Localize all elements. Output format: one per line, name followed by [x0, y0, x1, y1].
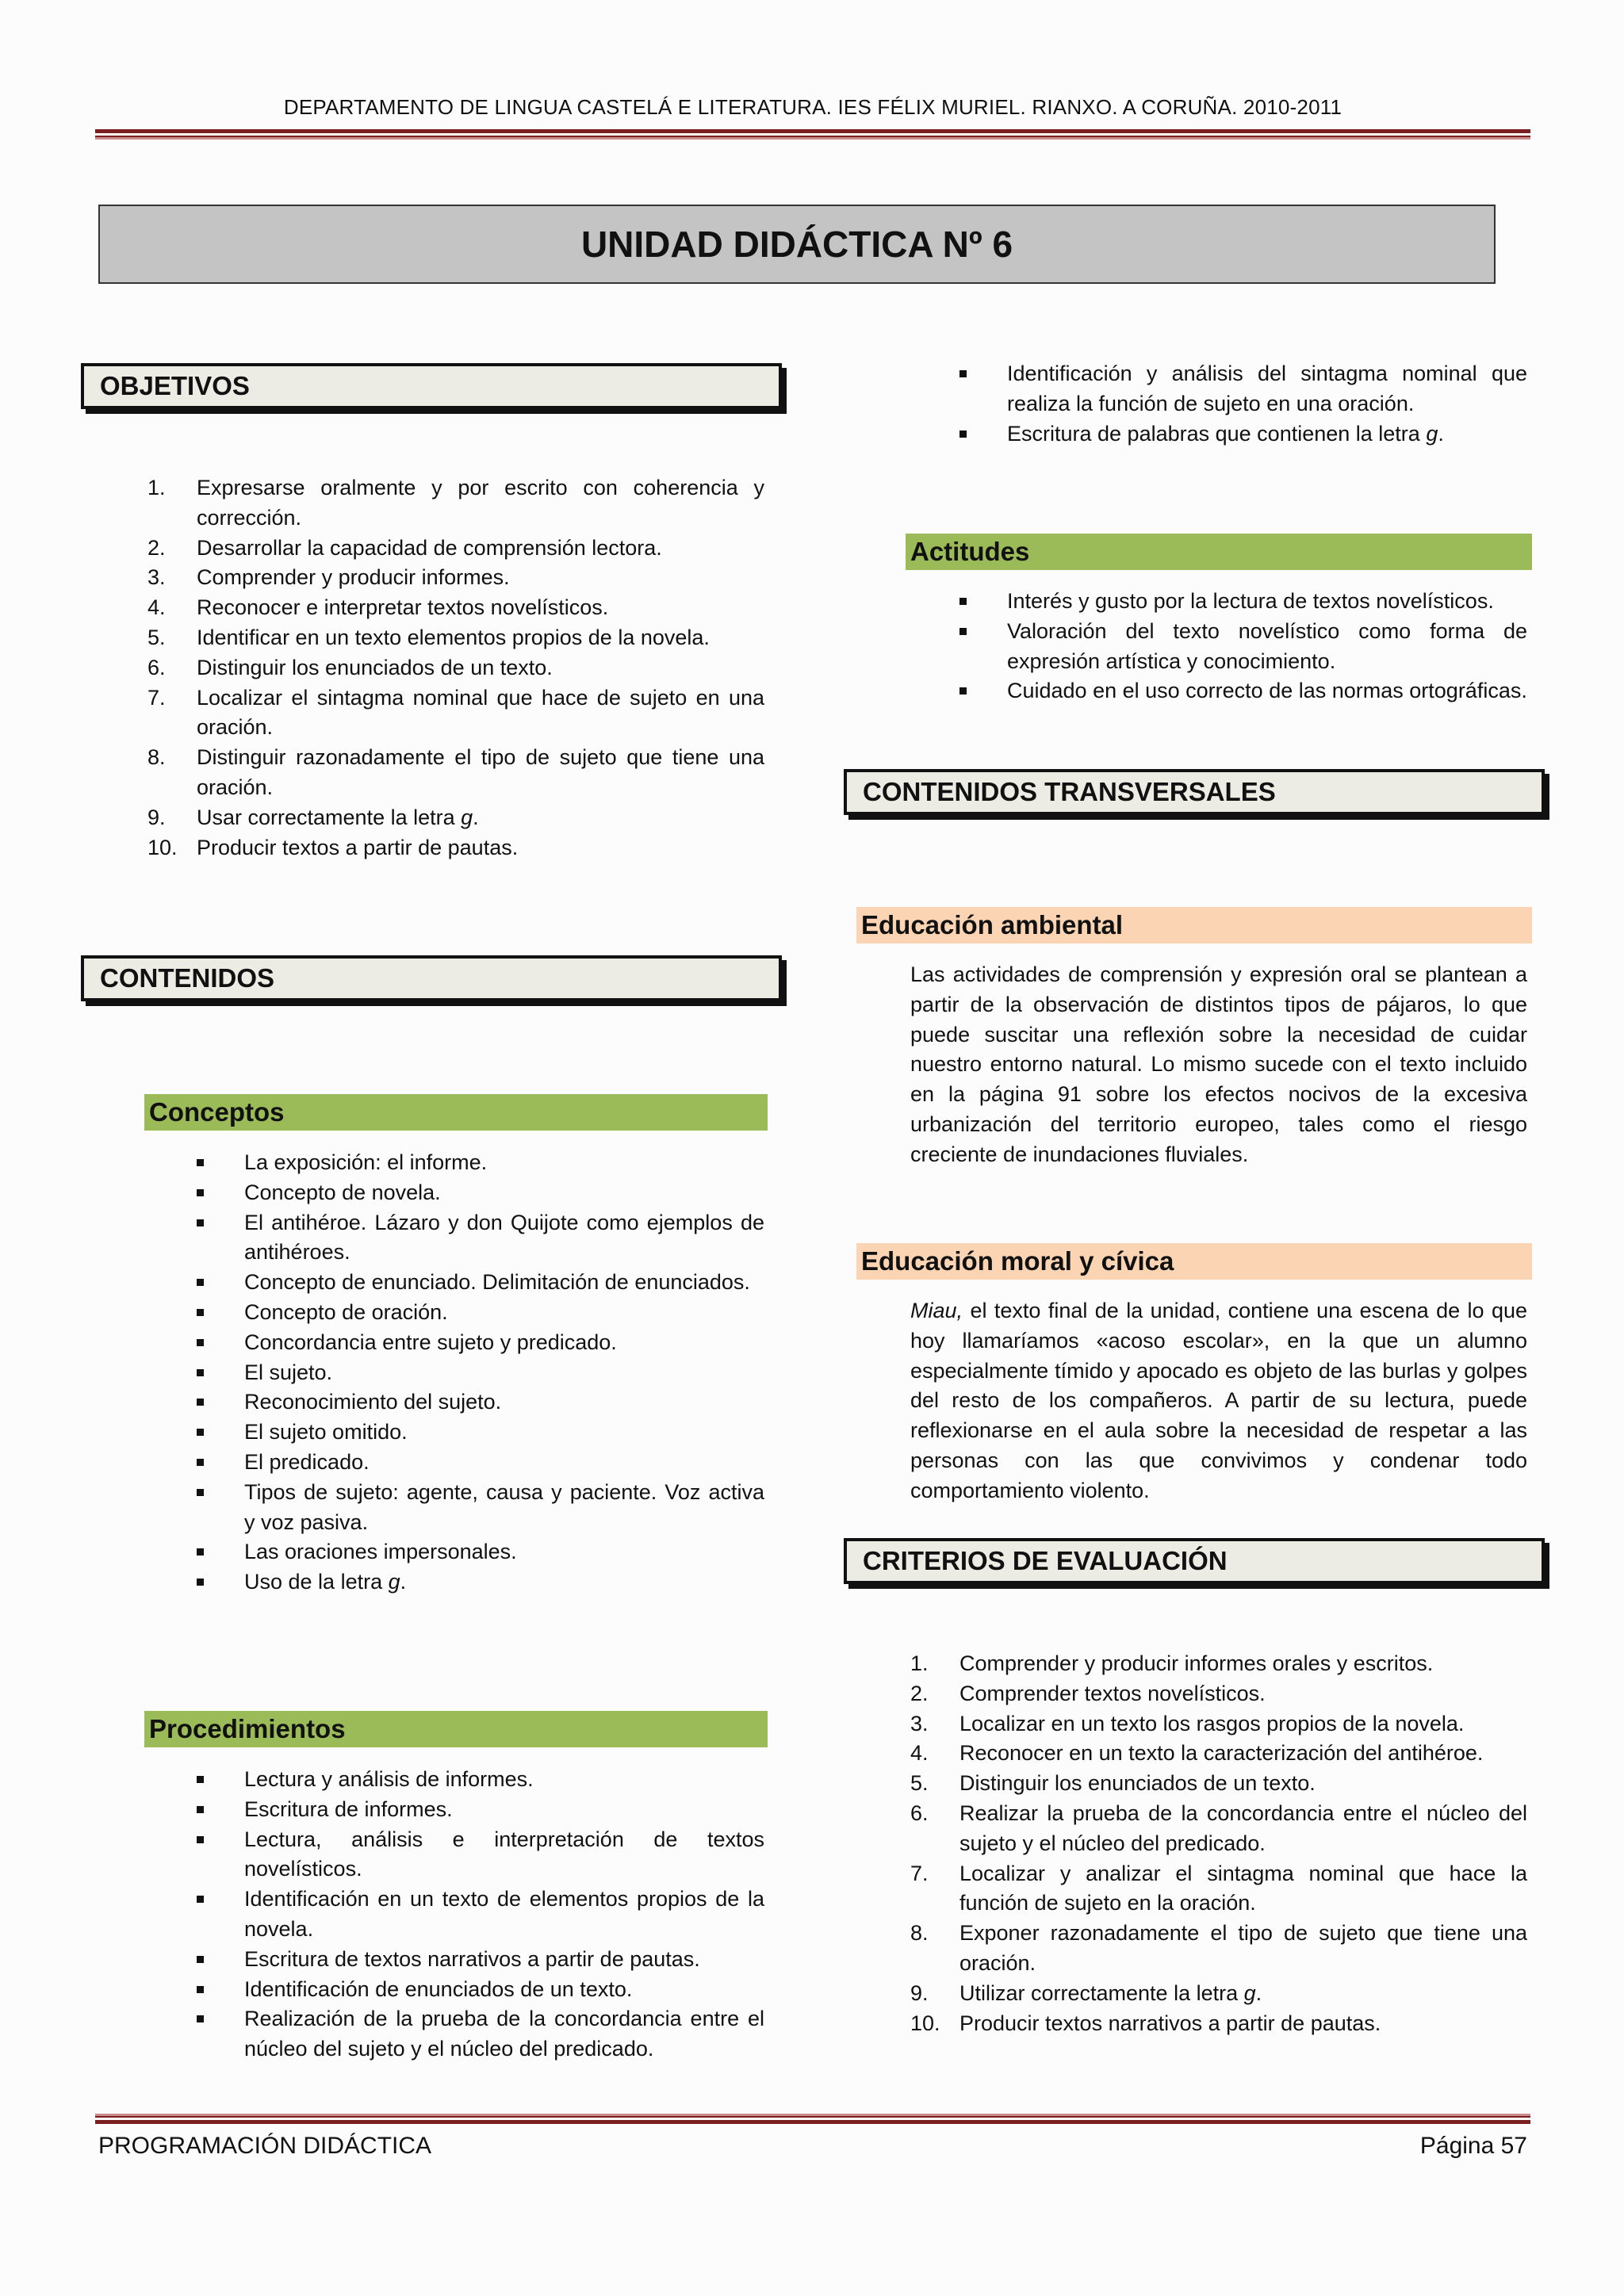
- list-item: Escritura de informes.: [195, 1795, 764, 1825]
- contenidos-heading: CONTENIDOS: [81, 955, 782, 1001]
- objetivos-heading: OBJETIVOS: [81, 363, 782, 409]
- book-title: Miau,: [910, 1299, 963, 1322]
- list-item: Identificación en un texto de elementos propios de la novela.: [195, 1885, 764, 1945]
- list-item: 2. Desarrollar la capacidad de comprensión lectora.: [147, 535, 662, 560]
- actitudes-list: [958, 587, 1527, 706]
- page-number: Página 57: [1419, 2133, 1527, 2159]
- list-item: 5. Distinguir los enunciados de un texto.: [910, 1771, 1316, 1796]
- list-item: Interés y gusto por la lectura de textos novelísticos.: [958, 587, 1527, 617]
- list-item: Cuidado en el uso correcto de las normas ortográficas.: [958, 676, 1527, 706]
- list-item: 6. Distinguir los enunciados de un texto.: [147, 655, 553, 679]
- list-item: 10. Producir textos narrativos a partir de pautas.: [910, 2011, 1381, 2035]
- footer-title: PROGRAMACIÓN DIDÁCTICA: [98, 2133, 432, 2159]
- list-item: Concepto de novela.: [195, 1178, 764, 1208]
- list-item: El predicado.: [195, 1448, 764, 1478]
- list-item: Identificación de enunciados de un texto.: [195, 1975, 764, 2005]
- title-box: [98, 205, 1496, 284]
- list-item: 6. Realizar la prueba de la concordancia entre el núcleo del sujeto y el núcleo del predicado.: [910, 1800, 1527, 1855]
- procedimientos-heading: Procedimientos: [144, 1711, 768, 1747]
- actitudes-heading: Actitudes: [906, 534, 1532, 570]
- header-rule: [95, 129, 1530, 140]
- procedimientos-list-continued: [958, 359, 1527, 449]
- criterios-list: [910, 1649, 1527, 2038]
- page-title: UNIDAD DIDÁCTICA Nº 6: [580, 224, 1013, 265]
- conceptos-list: [195, 1148, 764, 1598]
- procedimientos-list: [195, 1765, 764, 2064]
- ambiental-heading: Educación ambiental: [856, 907, 1532, 943]
- list-item: 1. Comprender y producir informes orales y escritos.: [910, 1651, 1434, 1675]
- list-item: Lectura, análisis e interpretación de textos novelísticos.: [195, 1825, 764, 1885]
- list-item: Valoración del texto novelístico como forma de expresión artística y conocimiento.: [958, 617, 1527, 677]
- conceptos-heading: Conceptos: [144, 1094, 768, 1131]
- list-item: 9. Usar correctamente la letra g.: [147, 805, 479, 829]
- list-item: Realización de la prueba de la concordancia entre el núcleo del sujeto y el núcleo del predicado.: [195, 2004, 764, 2064]
- list-item: Tipos de sujeto: agente, causa y paciente. Voz activa y voz pasiva.: [195, 1478, 764, 1538]
- objetivos-list: [147, 473, 764, 863]
- list-item: 5. Identificar en un texto elementos propios de la novela.: [147, 625, 710, 649]
- list-item: 7. Localizar y analizar el sintagma nominal que hace la función de sujeto en la oración.: [910, 1861, 1527, 1915]
- list-item: Concepto de enunciado. Delimitación de enunciados.: [195, 1268, 764, 1298]
- list-item: 4. Reconocer en un texto la caracterización del antihéroe.: [910, 1741, 1484, 1766]
- list-item: 3. Localizar en un texto los rasgos propios de la novela.: [910, 1711, 1465, 1735]
- footer-rule: [95, 2114, 1530, 2124]
- list-item: Escritura de palabras que contienen la letra g.: [958, 419, 1527, 450]
- moral-heading: Educación moral y cívica: [856, 1243, 1532, 1280]
- ambiental-paragraph: Las actividades de comprensión y expresión oral se plantean a partir de la observación de distintos tipos de pájaros, lo que puede suscitar una reflexión sobre la necesidad de cuidar nuestro entorno natural. Lo mismo sucede con el texto incluido en la página 91 sobre los efectos nocivos de la excesiva urbanización del territorio europeo, tales como el riesgo creciente de inundaciones fluviales.: [910, 962, 1527, 1166]
- criterios-heading: CRITERIOS DE EVALUACIÓN: [844, 1538, 1545, 1584]
- list-item: 4. Reconocer e interpretar textos novelísticos.: [147, 595, 609, 620]
- list-item: 10. Producir textos a partir de pautas.: [147, 835, 519, 859]
- list-item: 8. Exponer razonadamente el tipo de sujeto que tiene una oración.: [910, 1921, 1527, 1975]
- list-item: El antihéroe. Lázaro y don Quijote como ejemplos de antihéroes.: [195, 1208, 764, 1269]
- list-item: 1. Expresarse oralmente y por escrito con coherencia y corrección.: [147, 476, 764, 530]
- list-item: El sujeto omitido.: [195, 1418, 764, 1448]
- transversales-heading: CONTENIDOS TRANSVERSALES: [844, 769, 1545, 815]
- list-item: 7. Localizar el sintagma nominal que hace de sujeto en una oración.: [147, 685, 764, 740]
- list-item: El sujeto.: [195, 1358, 764, 1388]
- list-item: Concordancia entre sujeto y predicado.: [195, 1328, 764, 1358]
- list-item: Concepto de oración.: [195, 1298, 764, 1328]
- list-item: Escritura de textos narrativos a partir de pautas.: [195, 1945, 764, 1975]
- list-item: Reconocimiento del sujeto.: [195, 1387, 764, 1418]
- list-item: 3. Comprender y producir informes.: [147, 565, 510, 590]
- list-item: La exposición: el informe.: [195, 1148, 764, 1178]
- list-item: 2. Comprender textos novelísticos.: [910, 1681, 1266, 1705]
- list-item: Lectura y análisis de informes.: [195, 1765, 764, 1795]
- page-header: DEPARTAMENTO DE LINGUA CASTELÁ E LITERATURA. IES FÉLIX MURIEL. RIANXO. A CORUÑA. 2010-2011: [283, 95, 1342, 119]
- moral-paragraph: Miau, el texto final de la unidad, contiene una escena de lo que hoy llamaríamos «acoso escolar», en la que un alumno especialmente tímido y apocado es objeto de las burlas y golpes del resto de los compañeros. A partir de su lectura, puede reflexionarse en el aula sobre la necesidad de respetar a las personas con las que convivimos y condenar todo comportamiento violento.: [910, 1299, 1527, 1502]
- list-item: Uso de la letra g.: [195, 1567, 764, 1598]
- list-item: 9. Utilizar correctamente la letra g.: [910, 1980, 1262, 2005]
- list-item: Las oraciones impersonales.: [195, 1537, 764, 1567]
- list-item: Identificación y análisis del sintagma nominal que realiza la función de sujeto en una oración.: [958, 359, 1527, 419]
- list-item: 8. Distinguir razonadamente el tipo de sujeto que tiene una oración.: [147, 745, 764, 799]
